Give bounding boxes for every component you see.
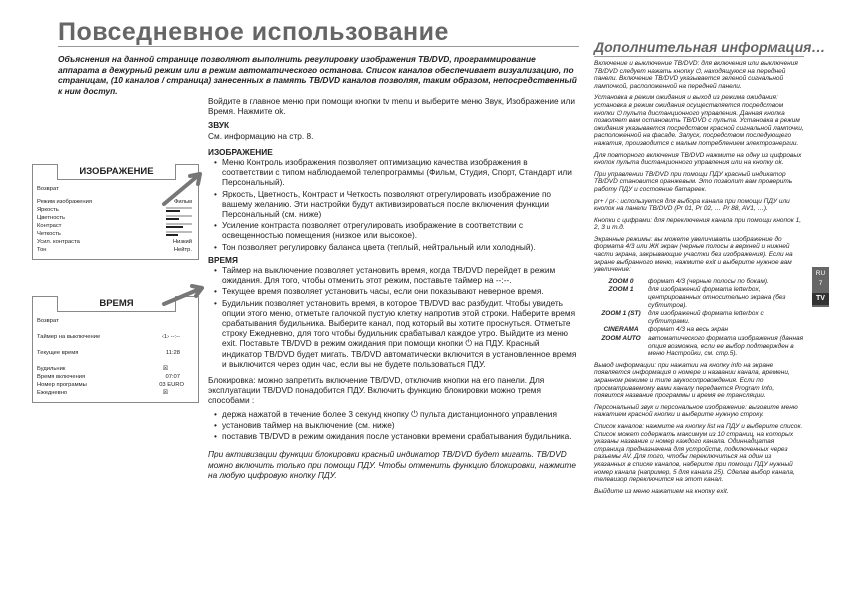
- lock-list: [208, 409, 578, 442]
- time-heading: ВРЕМЯ: [208, 254, 238, 265]
- intro-text: Объяснения на данной странице позволяют выполнить регулировку изображения TB/DVD, программирование аппарата в дежурный режим или в режим автоматического останова. Список каналов обеспечивает визуализацию, по страницам, (10 каналов / страница) занесенных в память TB/DVD каналов позволяя, таким образом, непосредственный к ним доступ.: [58, 54, 577, 96]
- main-column: [208, 96, 578, 483]
- osd-row: Будильник ☒: [37, 366, 168, 372]
- level-bar: [166, 231, 192, 237]
- side-paragraph: Для повторного включения TB/DVD нажмите на одну из цифровых кнопок пульта дистанционного управления или на кнопку ok.: [594, 151, 802, 167]
- picture-heading: ИЗОБРАЖЕНИЕ: [208, 146, 273, 157]
- side-paragraph: Выйдите из меню нажатием на кнопку exit.: [594, 487, 729, 495]
- level-bar: [166, 215, 192, 221]
- list-item: • Будильник позволяет установить время, в которое TB/DVD вас разбудит. Чтобы увидеть опции этого меню, отметьте галочкой пустую клетку напротив этой строки. Наберите время срабатывания будильника. Выберите канал, под который вы хотите проснуться. Отметьте строку Ежедневно, для того чтобы будильник срабатывал каждое утро. Выйдите из меню exit. Поставьте TB/DVD в режим ожидания при помощи кнопки ⏻ на ПДУ. Красный индикатор TB/DVD будет мигать. TB/DVD автоматически включится в установленное время и выключится через один час, если вы не будете пользоваться ПДУ.: [222, 298, 578, 369]
- main-menu-instruction: Войдите в главное меню при помощи кнопки tv menu и выберите меню Звук, Изображение или Время. Нажмите ok.: [208, 96, 575, 117]
- osd-row: Режим изображения Фильм: [37, 199, 192, 205]
- time-list: [208, 265, 578, 369]
- osd-row: Яркость: [37, 206, 192, 214]
- zoom-mode: CINERAMA формат 4/3 на весь экран: [603, 326, 729, 334]
- osd-picture-title: ИЗОБРАЖЕНИЕ: [57, 164, 176, 180]
- zoom-mode: ZOOM 1 для изображений формата letterbox, центрированных относительно экрана (без субтитров).: [608, 286, 786, 309]
- lang-label: RU: [815, 270, 826, 277]
- side-paragraph: Кнопки с цифрами: для переключения канала при помощи кнопок 1, 2, 3 и т.д.: [594, 216, 802, 232]
- list-item: • Тон позволяет регулировку баланса цвета (теплый, нейтральный или холодный).: [222, 242, 578, 252]
- side-paragraph: pr+ / pr-: используется для выбора канала при помощи ПДУ или кнопок на панели TB/DVD (Pr 01, Pr 02, … Pr 88, AV1, …).: [594, 197, 790, 213]
- side-title-divider: [594, 56, 804, 57]
- osd-row: Текущее время 11:28: [37, 350, 180, 356]
- side-paragraph: Включение и выключение TB/DVD: для включения или выключения TB/DVD следует нажать кнопку ⏻, находящуюся на передней панели. Включение TB/DVD указывается зеленой сигнальной лампочкой, расположенной на передней панели.: [594, 60, 798, 90]
- zoom-modes: [594, 278, 804, 358]
- osd-row: Ежедневно ☒: [37, 390, 168, 396]
- side-paragraph: Вывод информации: при нажатии на кнопку info на экране появляется информация о номере и названии канала, времени, экранном режиме и типе звукосопровождения. Если по просматриваемому вами каналу передается Program Info, появится название программы и время ее трансляции.: [594, 361, 790, 400]
- lock-note: При активизации функции блокировки красный индикатор TB/DVD будет мигать. TB/DVD можно включить только при помощи ПДУ. Чтобы отменить функцию блокировки, нажмите на любую цифровую кнопку ПДУ.: [208, 449, 577, 480]
- side-paragraph: Экранные режимы: вы можете увеличивать изображение до формата 4/3 или ЖК экран (черные полосы в верхней и нижней части экрана, закрывающие участки без изображения). Если на экране выбранного меню, нажмите exit и выберите нужное вам увеличение:: [594, 235, 793, 274]
- list-item: • держа нажатой в течение более 3 секунд кнопку ⏻ пульта дистанционного управления: [222, 409, 578, 419]
- side-column: [594, 60, 804, 499]
- sound-text: См. информацию на стр. 8.: [208, 130, 314, 141]
- osd-row: Возврат: [37, 318, 59, 324]
- zoom-mode: ZOOM AUTO автоматического формата изображения (данная опция возможна, если ее выбор подтвержден в меню Настройки, см. стр.5).: [601, 335, 804, 358]
- osd-row: Цветность: [37, 214, 192, 222]
- title-divider: [58, 46, 579, 47]
- pointer-arrow-icon: [160, 274, 208, 314]
- list-item: • Усиление контраста позволяет отрегулировать изображение в соответствии с освещенностью помещения (низкое или высокое).: [222, 220, 578, 240]
- section-tab: TV: [812, 293, 829, 305]
- osd-time-title: ВРЕМЯ: [57, 296, 176, 312]
- list-item: • установив таймер на выключение (см. ниже): [222, 420, 578, 430]
- list-item: • поставив TB/DVD в режим ожидания после установки времени срабатывания будильника.: [222, 431, 578, 441]
- osd-row: Тон Нейтр.: [37, 247, 192, 253]
- page-title: Повседневное использование: [58, 18, 449, 46]
- side-paragraph: При управлении TB/DVD при помощи ПДУ красный индикатор TB/DVD становится оранжевым. Это позволит вам проверить работу ПДУ и состояние батареек.: [594, 170, 793, 193]
- osd-row: Контраст: [37, 222, 192, 230]
- osd-row: Четкость: [37, 230, 192, 238]
- side-paragraph: Установка в режим ожидания и выход из режима ожидания: установка в режим ожидания осуществляется посредством кнопки ⏻ пульта дистанционного управления. Данная кнопка позволяет вам остановить TB/DVD с пульта. Установка в режим ожидания указывается посредством красной сигнальной лампочки, расположенной на фасаде. Запуск, посредством последующего нажатия, производится с малым потреблением электроэнергии.: [594, 94, 804, 147]
- zoom-mode: ZOOM 1 (ST) для изображений формата letterbox с субтитрами.: [601, 310, 764, 325]
- lock-text: Блокировка: можно запретить включение TB/DVD, отключив кнопки на его панели. Для эксплуатации TB/DVD понадобится ПДУ. Включить функцию блокировки можно тремя способами :: [208, 375, 545, 406]
- list-item: • Яркость, Цветность, Контраст и Четкость позволяют отрегулировать изображение по вашему желанию. Эти настройки будут активизироваться после включения функции Персональный (см. ниже): [222, 189, 578, 220]
- osd-row: Возврат: [37, 186, 59, 192]
- pointer-arrow-icon: [160, 168, 208, 208]
- osd-row: Время включения 07:07: [37, 374, 180, 380]
- osd-row: Таймер на выключение ‹1› --:--: [37, 334, 180, 340]
- picture-list: [208, 157, 578, 252]
- list-item: • Таймер на выключение позволяет установить время, когда TB/DVD перейдет в режим ожидания. Для того, чтобы отменить этот режим, поставьте таймер на --:--.: [222, 265, 578, 285]
- level-bar: [166, 223, 192, 229]
- zoom-mode: ZOOM 0 формат 4/3 (черные полосы по бокам).: [608, 277, 769, 285]
- side-paragraph: Персональный звук и персональное изображение: вызовите меню нажатием красной кнопки и выберите нужную строку.: [594, 403, 798, 419]
- sound-heading: ЗВУК: [208, 120, 230, 131]
- page-number: 7: [818, 280, 823, 287]
- list-item: • Меню Контроль изображения позволяет оптимизацию качества изображения в соответствии с типом наблюдаемой телепрограммы (Фильм, Студия, Спорт, Стандарт или Персональный).: [222, 157, 578, 188]
- osd-row: Усил. контраста Низкий: [37, 239, 192, 245]
- side-title: Дополнительная информация…: [594, 39, 826, 55]
- side-paragraph: Список каналов: нажмите на кнопку list на ПДУ и выберите список. Список может содержать максимум из 10 страниц, на которых указаны название и номер каждого канала. Одиннадцатая страница предназначена для устройств, подключенных через разъемы AV. Для того, чтобы переключиться на один из указанных в списке каналов, наберите при помощи ПДУ нужный номер канала (например, 5 для канала 25). Сделав выбор канала, телевизор переключится на этот канал.: [594, 422, 803, 484]
- osd-row: Номер программы 03 EURO: [37, 382, 184, 388]
- list-item: • Текущее время позволяет установить часы, если они показывают неверное время.: [222, 286, 578, 296]
